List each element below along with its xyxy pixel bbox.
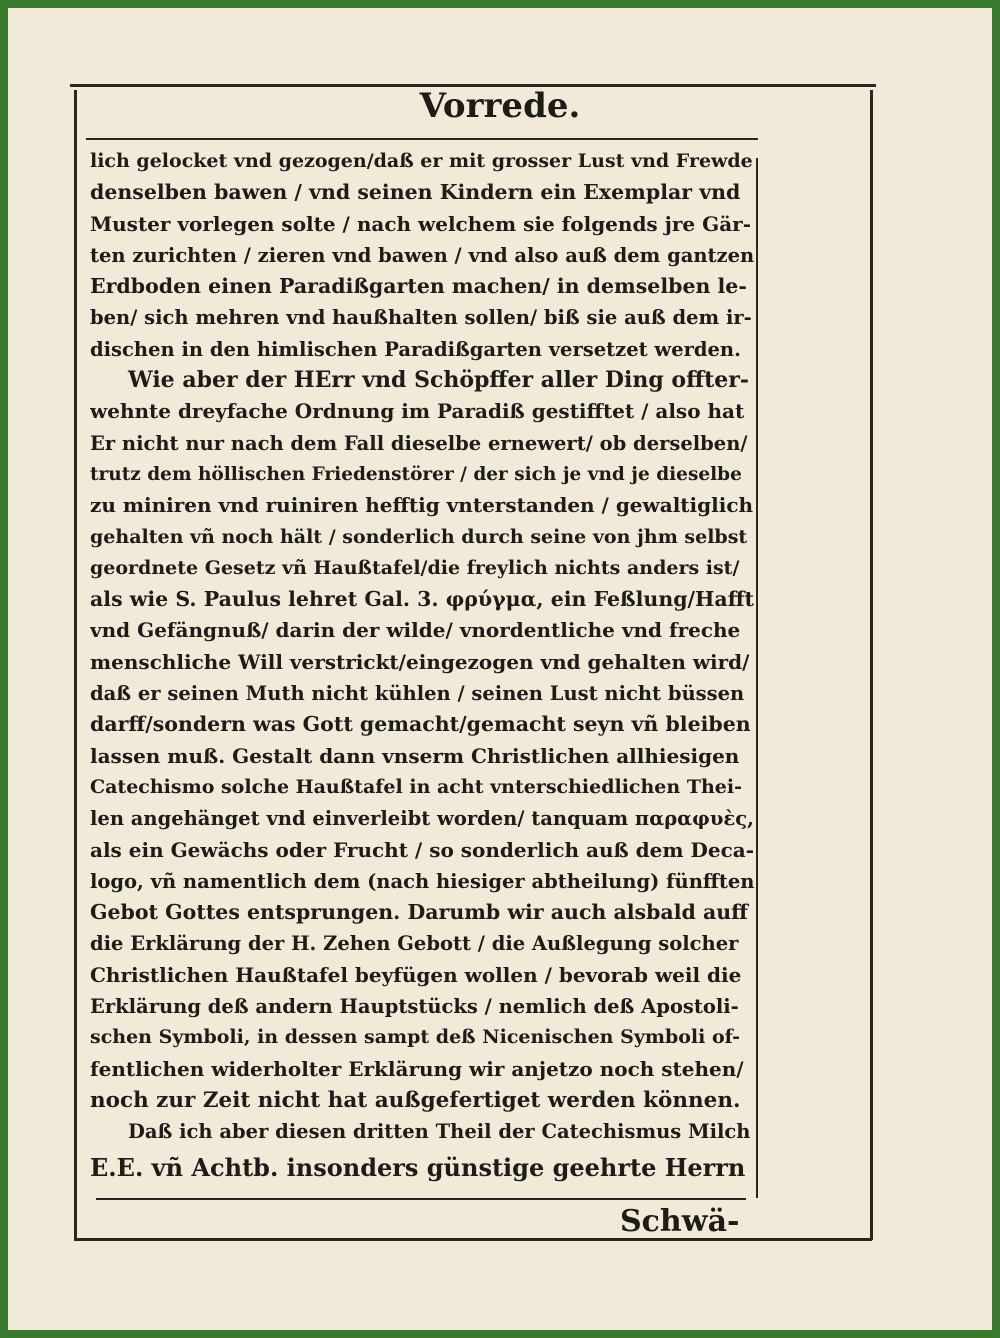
text-line: fentlichen widerholter Erklärung wir anjetzo noch stehen/ (90, 1056, 744, 1081)
text-bottom-rule (96, 1198, 746, 1200)
text-line: dischen in den himlischen Paradißgarten versetzet werden. (90, 337, 741, 361)
inner-right-rule (756, 158, 758, 1198)
text-line: Christlichen Haußtafel beyfügen wollen / bevorab weil die (90, 962, 742, 987)
outer-right-rule (870, 90, 873, 1240)
text-line: trutz dem höllischen Friedenstörer / der sich je vnd je dieselbe (90, 463, 742, 485)
body-text (90, 146, 754, 1188)
text-line: ten zurichten / zieren vnd bawen / vnd also auß dem gantzen (90, 243, 754, 267)
left-rule (74, 90, 77, 1240)
text-line: lassen muß. Gestalt dann vnserm Christlichen allhiesigen (90, 743, 740, 768)
text-line: ben/ sich mehren vnd haußhalten sollen/ biß sie auß dem ir- (90, 306, 752, 330)
text-line: Daß ich aber diesen dritten Theil der Catechismus Milch (128, 1120, 751, 1144)
page-header: Vorrede. (419, 86, 581, 126)
text-line: darff/sondern was Gott gemacht/gemacht seyn vñ bleiben (90, 712, 751, 737)
text-line: zu miniren vnd ruiniren hefftig vnterstanden / gewaltiglich (90, 493, 754, 518)
text-line: Er nicht nur nach dem Fall dieselbe ernewert/ ob derselben/ (90, 431, 748, 455)
text-line: logo, vñ namentlich dem (nach hiesiger abtheilung) fünfften (90, 869, 754, 893)
text-line: Catechismo solche Haußtafel in acht vnterschiedlichen Thei- (90, 775, 742, 798)
text-line: E.E. vñ Achtb. insonders günstige geehrte Herrn (90, 1152, 746, 1182)
page (8, 8, 992, 1330)
text-line: Wie aber der HErr vnd Schöpffer aller Ding offter- (128, 367, 750, 394)
text-line: die Erklärung der H. Zehen Gebott / die Außlegung solcher (90, 932, 739, 956)
text-line: vnd Gefängnuß/ darin der wilde/ vnordentliche vnd freche (90, 618, 741, 643)
header-rule (86, 138, 758, 140)
text-line: als ein Gewächs oder Frucht / so sonderlich auß dem Deca- (90, 837, 754, 862)
text-line: Erklärung deß andern Hauptstücks / nemlich deß Apostoli- (90, 995, 739, 1019)
text-line: gehalten vñ noch hält / sonderlich durch seine von jhm selbst (90, 525, 748, 548)
text-line: noch zur Zeit nicht hat außgefertiget werden können. (90, 1087, 741, 1113)
text-line: Muster vorlegen solte / nach welchem sie folgends jre Gär- (90, 211, 751, 236)
text-line: menschliche Will verstrickt/eingezogen vnd gehalten wird/ (90, 649, 750, 674)
text-line: daß er seinen Muth nicht kühlen / seinen Lust nicht büssen (90, 682, 745, 706)
text-line: Erdboden einen Paradißgarten machen/ in demselben le- (90, 274, 747, 299)
text-line: denselben bawen / vnd seinen Kindern ein Exemplar vnd (90, 180, 741, 205)
text-line: wehnte dreyfache Ordnung im Paradiß gestifftet / also hat (90, 399, 745, 424)
text-line: len angehänget vnd einverleibt worden/ tanquam παραφυὲς, (90, 807, 754, 831)
bottom-rule (74, 1238, 872, 1241)
catchword: Schwä- (620, 1204, 740, 1239)
text-line: Gebot Gottes entsprungen. Darumb wir auch alsbald auff (90, 900, 748, 925)
text-line: als wie S. Paulus lehret Gal. 3. φρύγμα, ein Feßlung/Hafft (90, 587, 754, 612)
text-line: geordnete Gesetz vñ Haußtafel/die freylich nichts anders ist/ (90, 556, 740, 579)
text-line: lich gelocket vnd gezogen/daß er mit grosser Lust vnd Frewde (90, 150, 753, 172)
text-line: schen Symboli, in dessen sampt deß Nicenischen Symboli of- (90, 1026, 741, 1049)
